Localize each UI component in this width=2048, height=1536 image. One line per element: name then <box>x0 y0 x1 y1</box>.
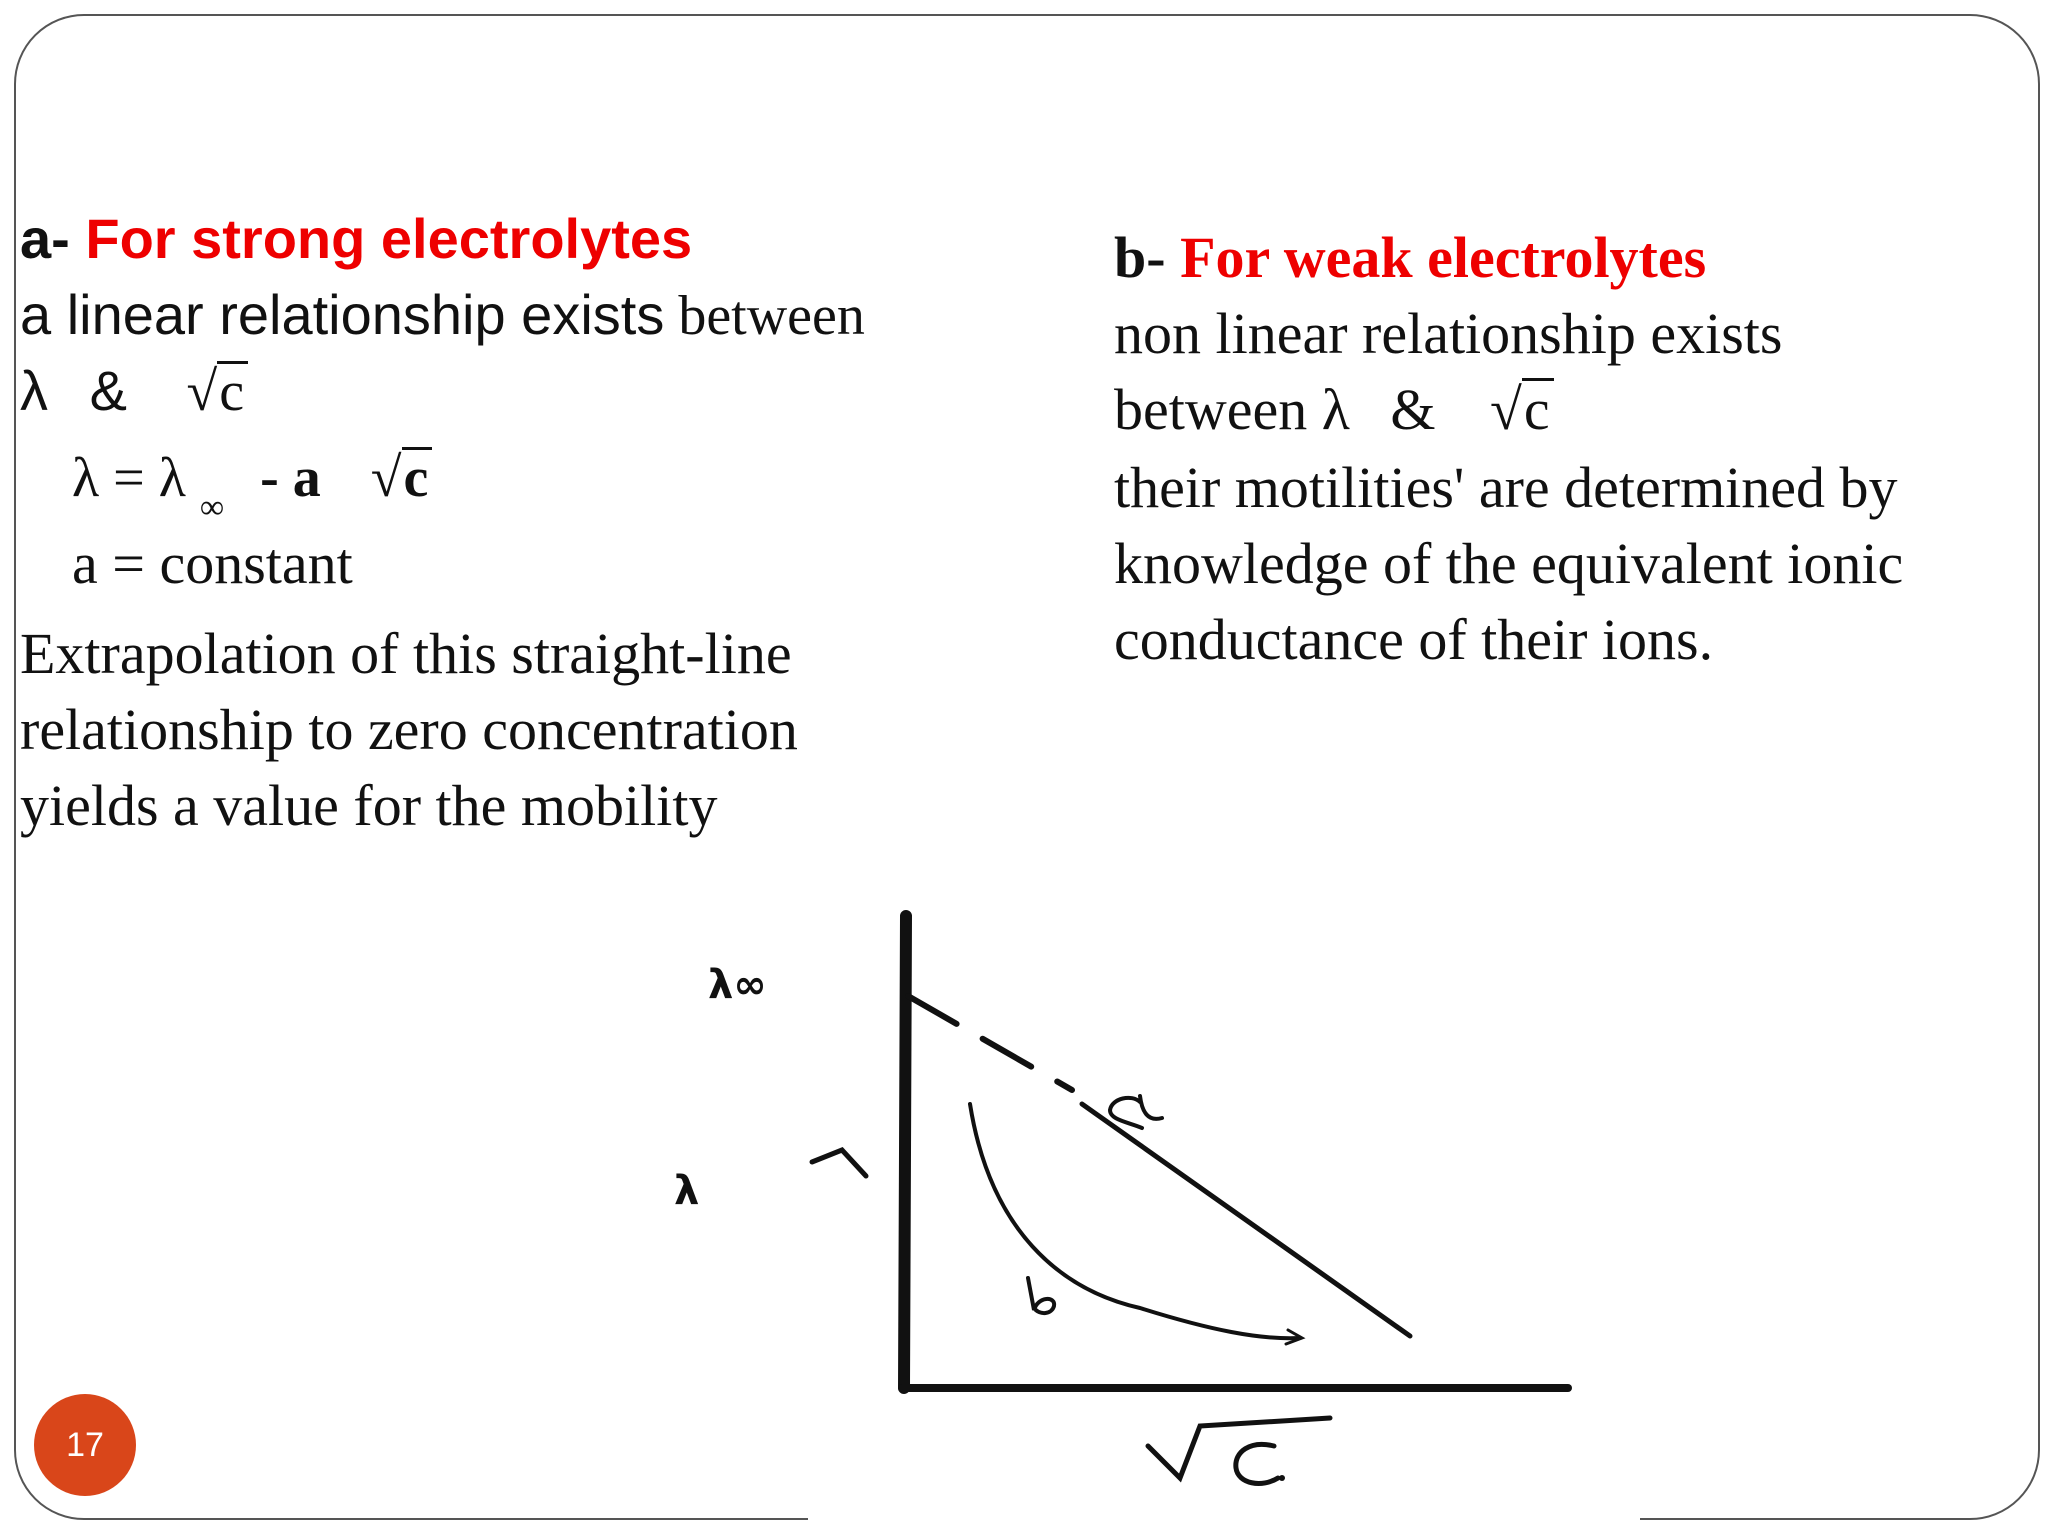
between-lambda: between λ <box>1114 377 1350 442</box>
hand-dot <box>1279 1475 1285 1481</box>
ampersand: & <box>1390 377 1436 442</box>
page-number-badge: 17 <box>34 1394 136 1496</box>
para-line: knowledge of the equivalent ionic <box>1114 531 1904 596</box>
lambda-infinity-label: λ∞ <box>708 962 767 1008</box>
para-line: relationship to zero concentration <box>20 697 798 762</box>
minus-a: - a <box>260 447 321 509</box>
hand-c <box>1236 1444 1278 1483</box>
weak-electrolytes-heading: For weak electrolytes <box>1180 225 1707 290</box>
linear-relationship-text: a linear relationship exists <box>20 283 665 346</box>
sqrt-sign: √ <box>1489 377 1522 442</box>
hand-label-a <box>1110 1096 1162 1128</box>
equation-radicand: c <box>402 447 433 506</box>
radicand: c <box>1522 378 1554 439</box>
infinity-subscript: ∞ <box>199 489 225 526</box>
para-line: conductance of their ions. <box>1114 607 1714 672</box>
nonlinear-line: non linear relationship exists <box>1114 301 1783 366</box>
line-a <box>1082 1104 1410 1336</box>
constant-line: a = constant <box>72 531 353 596</box>
ampersand: & <box>89 359 127 422</box>
para-line: their motilities' are determined by <box>1114 455 1898 520</box>
y-axis <box>904 916 906 1388</box>
hand-label-b <box>1028 1278 1054 1313</box>
equation-lhs: λ = λ <box>72 447 186 509</box>
right-prefix: b- <box>1114 225 1166 290</box>
para-line: Extrapolation of this straight-line <box>20 621 792 686</box>
between-text: between <box>678 285 865 347</box>
left-prefix: a- <box>20 207 70 270</box>
sqrt-sign: √ <box>370 447 402 509</box>
extrapolation-dashed-line <box>908 996 1072 1090</box>
lambda-symbol: λ <box>20 359 48 422</box>
sqrt-sign: √ <box>186 361 218 423</box>
hand-sqrt-sign <box>1148 1418 1330 1478</box>
lambda-axis-label: λ <box>674 1168 700 1214</box>
lambda-hand-mark <box>812 1150 866 1176</box>
radicand: c <box>217 361 248 420</box>
para-line: yields a value for the mobility <box>20 773 718 838</box>
strong-electrolytes-heading: For strong electrolytes <box>85 207 693 270</box>
